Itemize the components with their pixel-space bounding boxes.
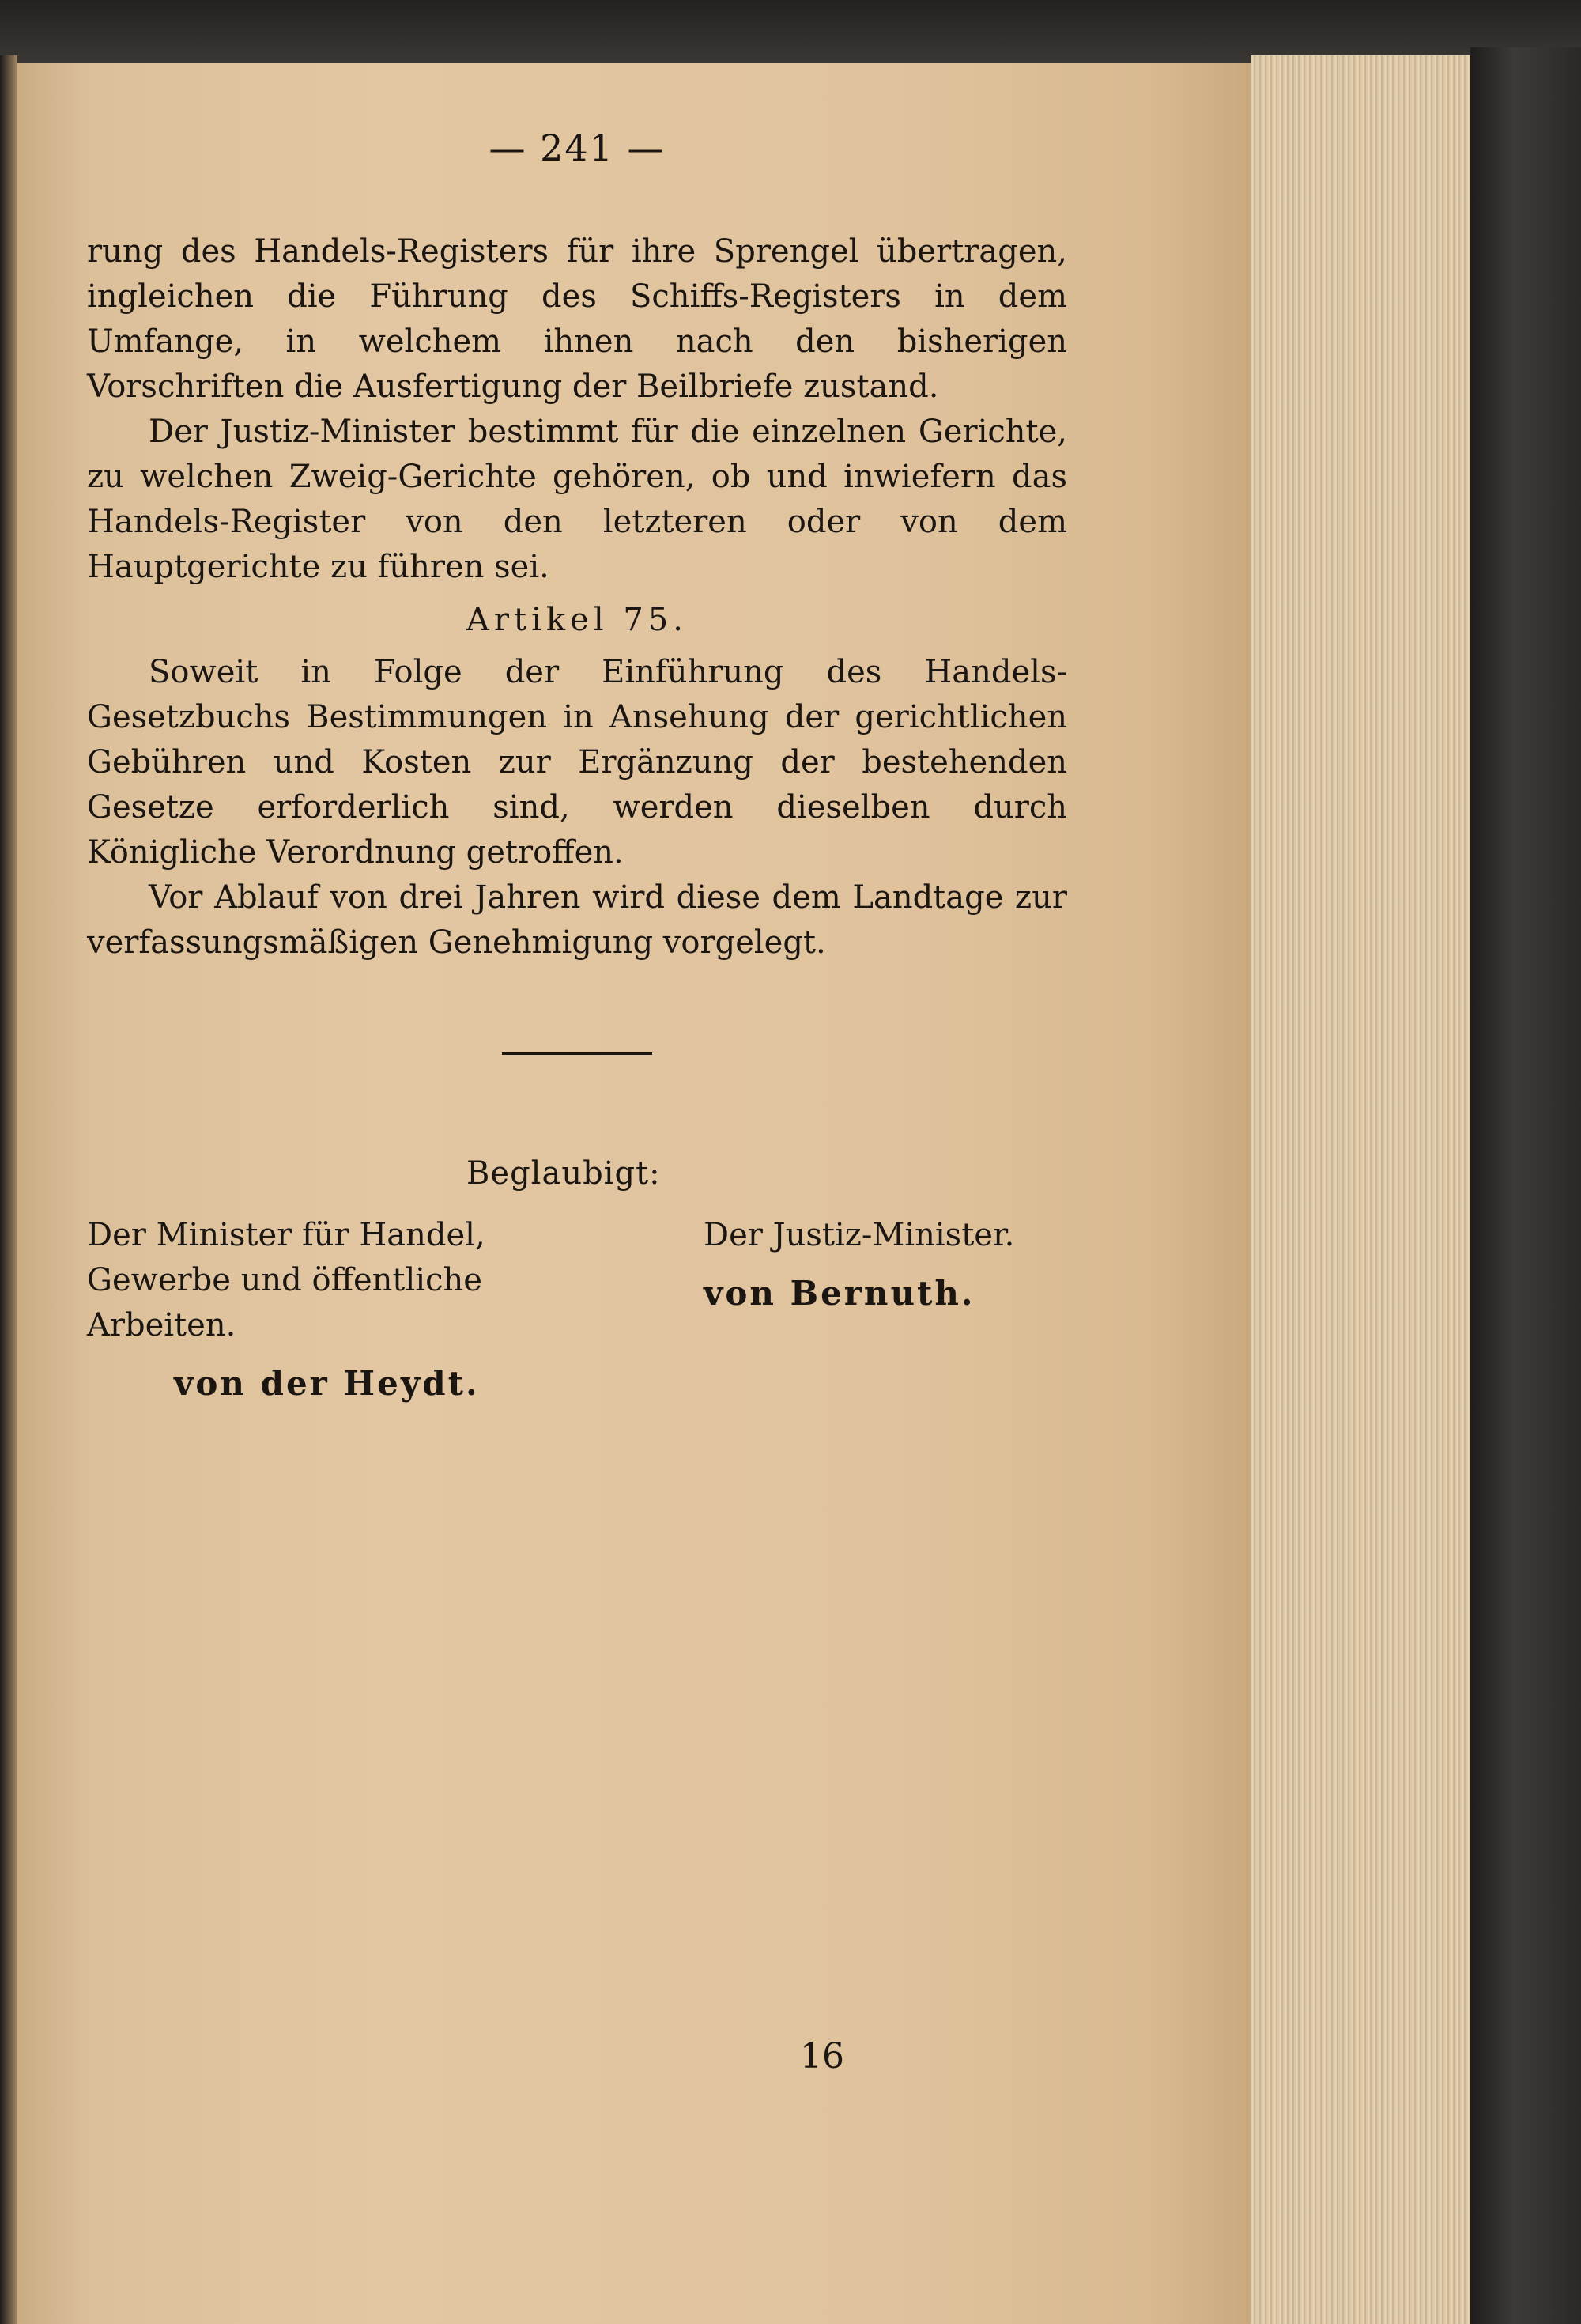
page-header: — 241 — [489, 127, 666, 169]
article-paragraph-1: Soweit in Folge der Einführung des Handels-Gesetzbuchs Bestimmungen in Ansehung der gerichtlichen Gebühren und Kosten zur Ergänzung der bestehenden Gesetze erforderlich sind, werden dieselben durch Königliche Verordnung getroffen. [87, 654, 1067, 871]
page-stack-edge [1251, 55, 1470, 2324]
signature-right [704, 1213, 1051, 1406]
page-text-column [87, 127, 1067, 1406]
book-spine-edge [0, 55, 17, 2324]
section-divider [502, 1052, 652, 1055]
signatory-title-right: Der Justiz-Minister. [704, 1217, 1015, 1253]
article-heading: Artikel 75. [466, 602, 688, 638]
signatory-name-right: von Bernuth. [704, 1274, 975, 1313]
signature-left [87, 1213, 569, 1406]
body-paragraph-1: rung des Handels-Registers für ihre Sprengel übertragen, ingleichen die Führung des Schiffs-Registers in dem Umfange, in welchem ihnen nach den bisherigen Vorschriften die Ausfertigung der Beilbriefe zustand. [87, 233, 1067, 405]
signatory-title-left: Der Minister für Handel, Gewerbe und öffentliche Arbeiten. [87, 1217, 485, 1343]
signature-mark: 16 [800, 2036, 844, 2076]
signatory-name-left: von der Heydt. [174, 1364, 480, 1403]
book-cover-right [1470, 47, 1581, 2324]
book-cover-top [0, 0, 1581, 63]
article-paragraph-2: Vor Ablauf von drei Jahren wird diese dem Landtage zur verfassungsmäßigen Genehmigung vorgelegt. [87, 879, 1067, 961]
attestation-label: Beglaubigt: [466, 1155, 661, 1192]
signature-block [87, 1213, 1067, 1406]
body-paragraph-2: Der Justiz-Minister bestimmt für die einzelnen Gerichte, zu welchen Zweig-Gerichte gehören, ob und inwiefern das Handels-Register von den letzteren oder von dem Hauptgerichte zu führen sei. [87, 414, 1067, 585]
